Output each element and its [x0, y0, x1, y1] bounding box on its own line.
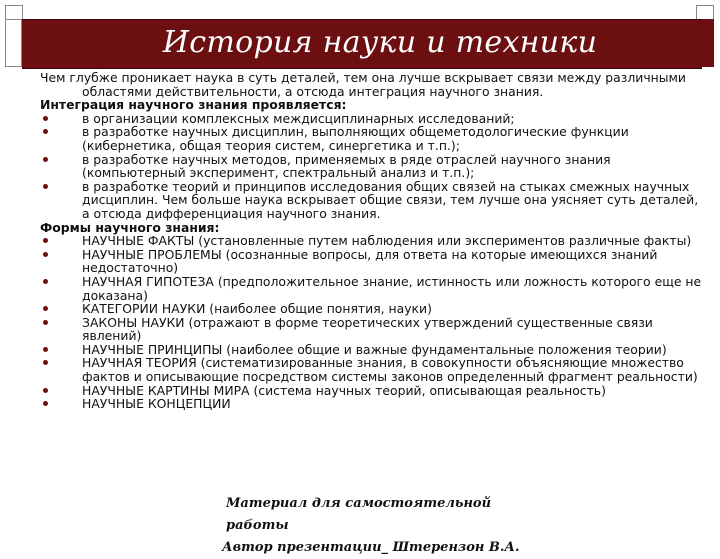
integration-item	[40, 112, 705, 126]
bullet-icon	[43, 157, 48, 162]
bullet-icon	[43, 129, 48, 134]
form-item-text: НАУЧНЫЕ КОНЦЕПЦИИ	[82, 396, 231, 412]
footer-line-material: Материал для самостоятельной работы	[226, 496, 492, 533]
integration-item	[40, 153, 705, 180]
bullet-icon	[43, 347, 48, 352]
bullet-icon	[43, 184, 48, 189]
form-item-text: НАУЧНЫЕ ПРИНЦИПЫ (наиболее общие и важные фундаментальные положения теории)	[82, 341, 667, 357]
form-item	[40, 248, 705, 275]
forms-heading: Формы научного знания:	[40, 219, 220, 235]
forms-list	[40, 234, 705, 411]
intro-paragraph: Чем глубже проникает наука в суть деталей, тем она лучше вскрывает связи между различными областями действительности, а отсюда интеграция научного знания.	[40, 70, 686, 99]
slide-title: История науки и техники	[162, 25, 598, 60]
form-item-text: НАУЧНАЯ ТЕОРИЯ (систематизированные знания, в совокупности объясняющие множество фактов и описывающие посредством системы законов определенный фрагмент реальности)	[82, 355, 698, 385]
bullet-icon	[43, 252, 48, 257]
integration-item-text: в организации комплексных междисциплинарных исследований;	[82, 110, 515, 126]
bullet-icon	[43, 238, 48, 243]
form-item-text: НАУЧНАЯ ГИПОТЕЗА (предположительное знание, истинность или ложность которого еще не доказана)	[82, 273, 702, 303]
bullet-icon	[43, 306, 48, 311]
form-item-text: НАУЧНЫЕ КАРТИНЫ МИРА (система научных теорий, описывающая реальность)	[82, 382, 606, 398]
bullet-icon	[43, 279, 48, 284]
form-item	[40, 316, 705, 343]
form-item	[40, 356, 705, 383]
form-item	[40, 397, 705, 411]
bullet-icon	[43, 116, 48, 121]
form-item-text: НАУЧНЫЕ ПРОБЛЕМЫ (осознанные вопросы, для ответа на которые имеющихся знаний недостаточно)	[82, 246, 658, 276]
form-item	[40, 384, 705, 398]
integration-item-text: в разработке научных методов, применяемых в ряде отраслей научного знания (компьютерный эксперимент, спектральный анализ и т.п.);	[82, 151, 611, 181]
footer-line-author: Автор презентации_ Штерензон В.А.	[222, 540, 520, 555]
form-item-text: КАТЕГОРИИ НАУКИ (наиболее общие понятия, науки)	[82, 301, 432, 317]
form-item	[40, 234, 705, 248]
bullet-icon	[43, 388, 48, 393]
integration-item-text: в разработке научных дисциплин, выполняющих общеметодологические функции (кибернетика, общая теория систем, синергетика и т.п.);	[82, 124, 629, 153]
form-item	[40, 275, 705, 302]
slide-content	[40, 71, 705, 411]
integration-list	[40, 112, 705, 221]
integration-item	[40, 180, 705, 221]
form-item-text: НАУЧНЫЕ ФАКТЫ (установленные путем наблюдения или экспериментов различные факты)	[82, 233, 692, 249]
bullet-icon	[43, 320, 48, 325]
integration-item	[40, 125, 705, 152]
form-item	[40, 343, 705, 357]
integration-item-text: в разработке теорий и принципов исследования общих связей на стыках смежных научных дисциплин. Чем больше наука вскрывает общие связи, тем лучше она уясняет суть деталей, а отсюда дифференциация научного знания.	[82, 178, 699, 221]
form-item-text: ЗАКОНЫ НАУКИ (отражают в форме теоретических утверждений существенные связи явлений)	[82, 314, 653, 344]
integration-heading: Интеграция научного знания проявляется:	[40, 97, 347, 113]
form-item	[40, 302, 705, 316]
footer	[222, 493, 542, 559]
bullet-icon	[43, 360, 48, 365]
bullet-icon	[43, 401, 48, 406]
